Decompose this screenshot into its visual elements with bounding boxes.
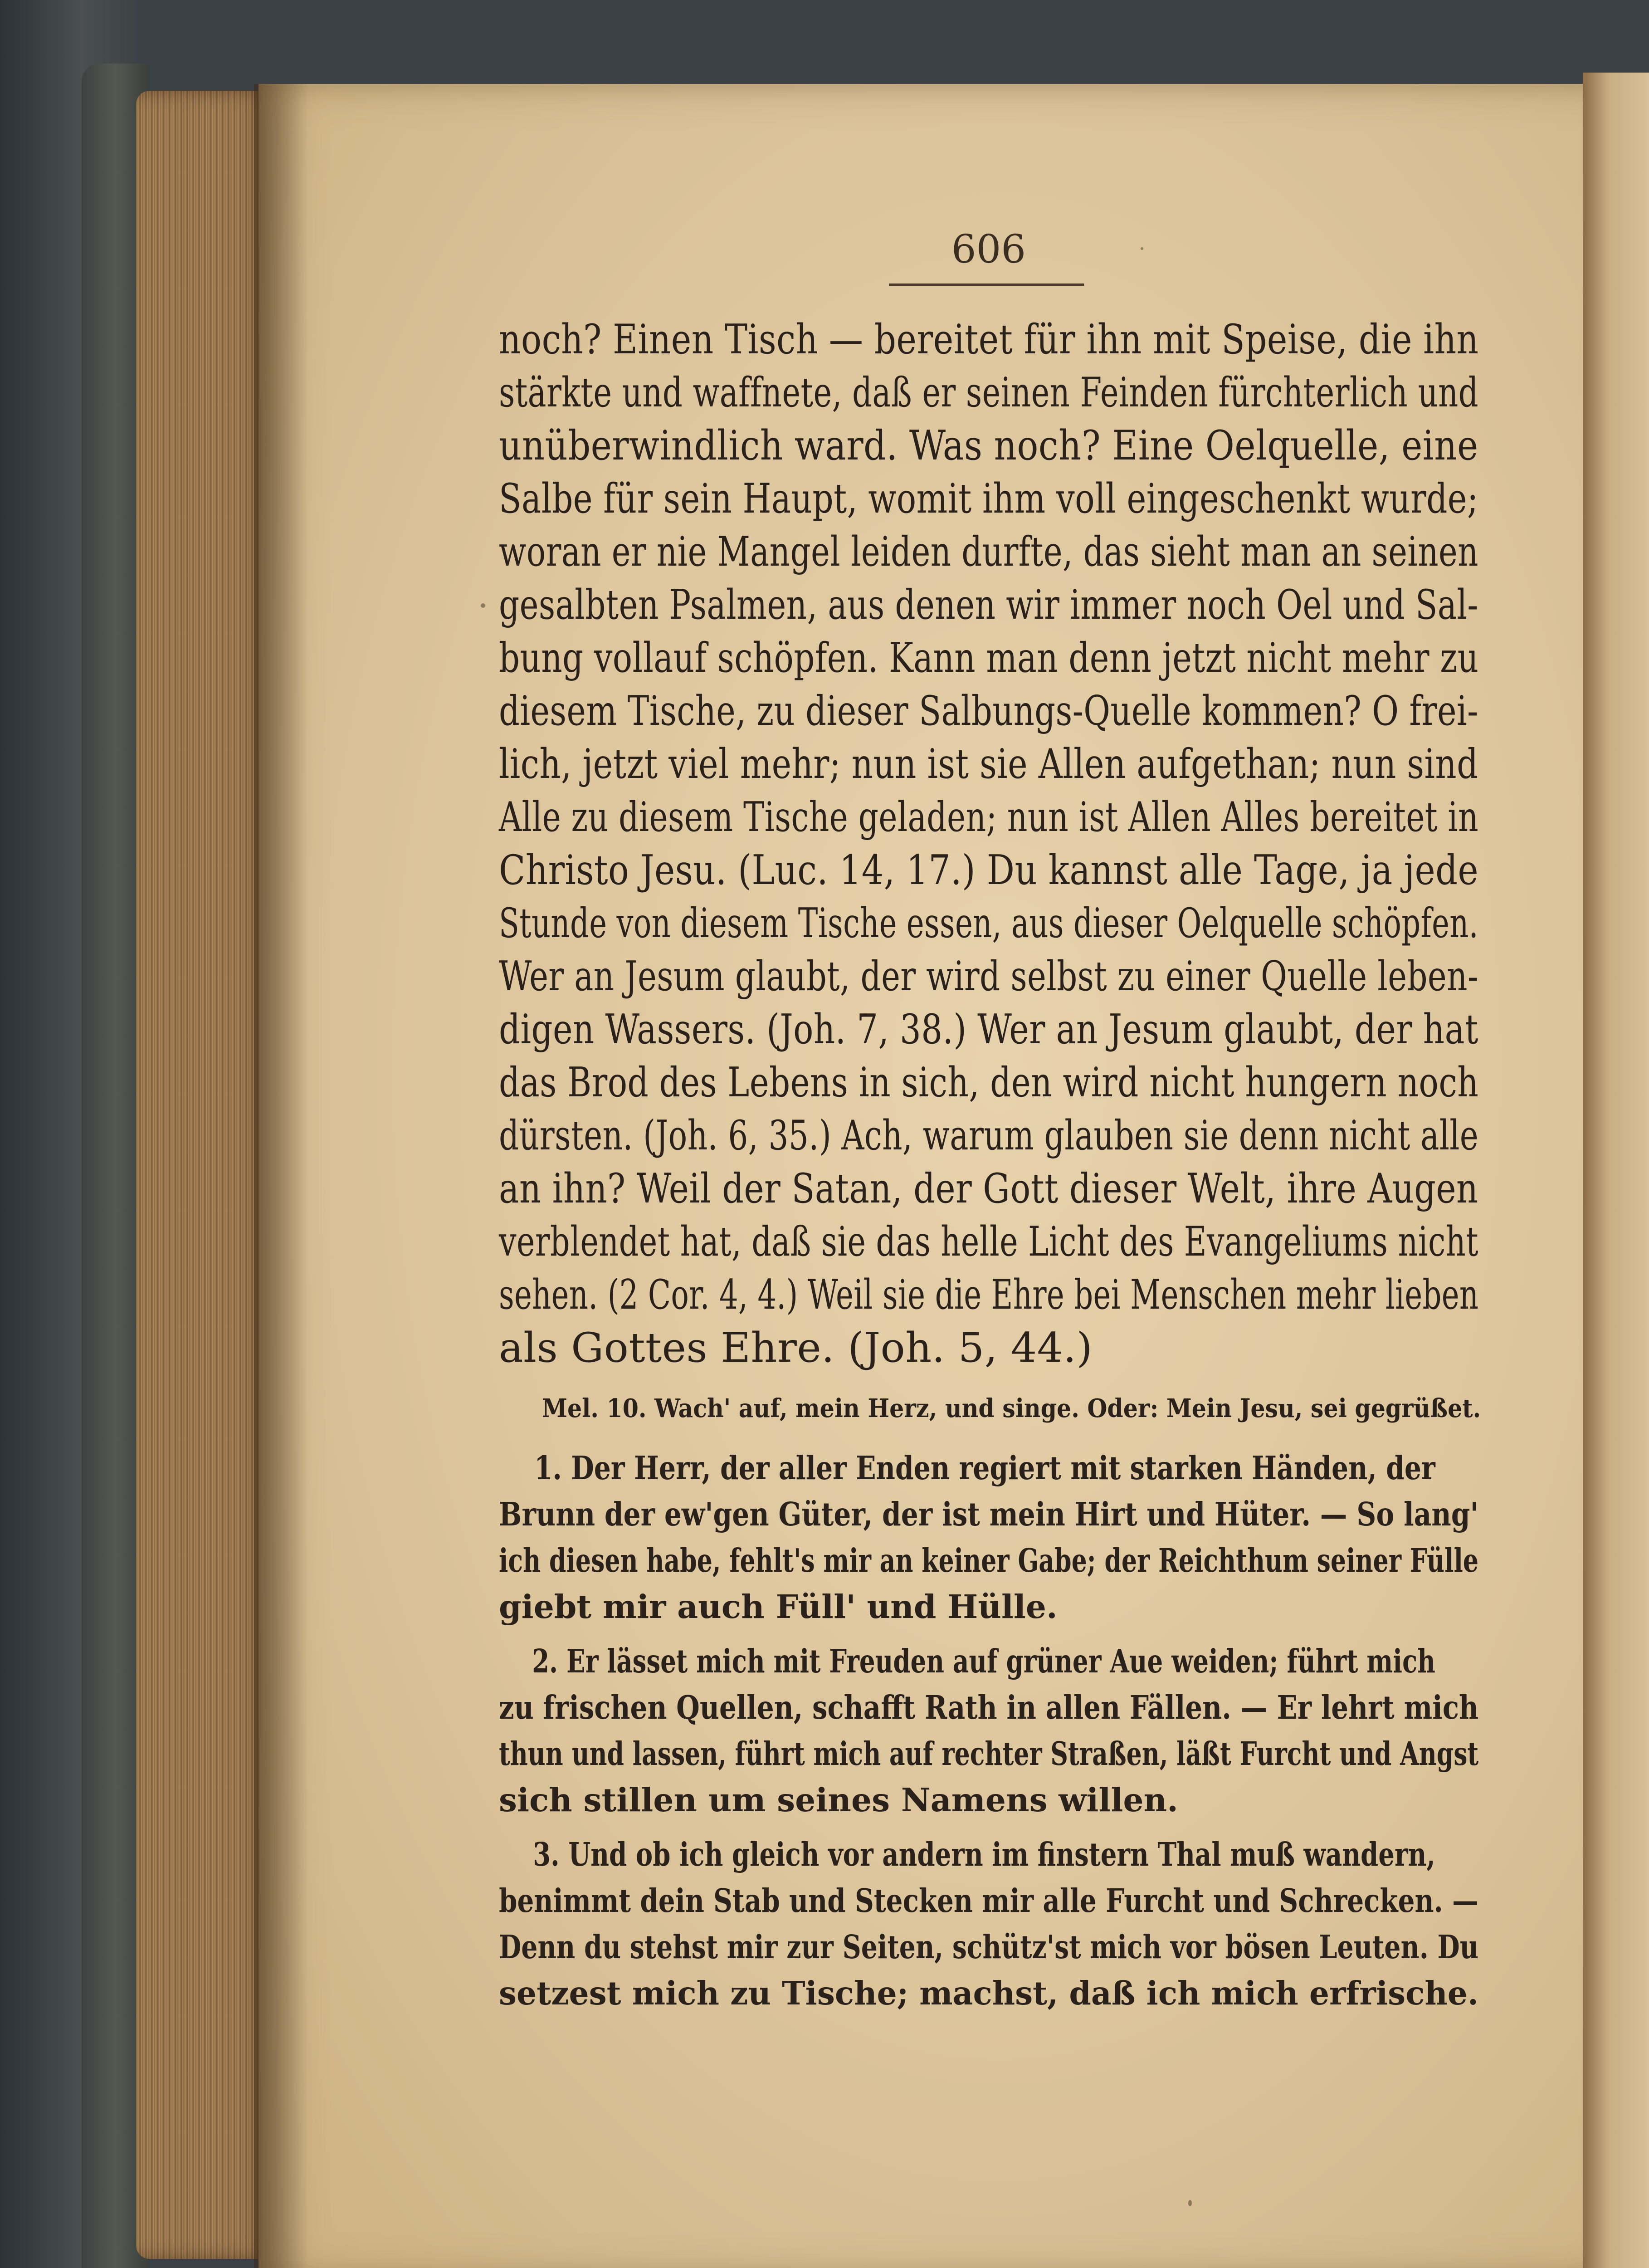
text-line: Salbe für sein Haupt, womit ihm voll eingeschenkt wurde; <box>499 475 1478 523</box>
verse-line: ich diesen habe, fehlt's mir an keiner Gabe; der Reichthum seiner Fülle <box>499 1541 1479 1579</box>
verse-line: 1. Der Herr, der aller Enden regiert mit starken Händen, der <box>534 1449 1435 1487</box>
text-line: noch? Einen Tisch — bereitet für ihn mit Speise, die ihn <box>499 316 1479 363</box>
hymn-verse-1 <box>499 1445 1478 1630</box>
verse-line: setzest mich zu Tische; machst, daß ich mich erfrische. <box>499 1974 1479 2012</box>
verse-line: benimmt dein Stab und Stecken mir alle Furcht und Schrecken. — <box>499 1882 1478 1920</box>
text-line: woran er nie Mangel leiden durfte, das sieht man an seinen <box>499 528 1478 576</box>
text-line: unüberwindlich ward. Was noch? Eine Oelquelle, eine <box>499 422 1478 469</box>
text-line: Stunde von diesem Tische essen, aus dieser Oelquelle schöpfen. <box>499 899 1478 947</box>
page-stack-edge <box>136 91 272 2259</box>
verse-line: Denn du stehst mir zur Seiten, schütz'st mich vor bösen Leuten. Du <box>499 1928 1479 1966</box>
text-line: als Gottes Ehre. (Joh. 5, 44.) <box>499 1324 1093 1372</box>
text-line: lich, jetzt viel mehr; nun ist sie Allen aufgethan; nun sind <box>499 740 1478 788</box>
text-line: Alle zu diesem Tische geladen; nun ist Allen Alles bereitet in <box>499 793 1479 841</box>
paper-speck <box>1141 247 1143 250</box>
hymn-verse-3 <box>499 1831 1478 2016</box>
verse-line: Brunn der ew'gen Güter, der ist mein Hirt und Hüter. — So lang' <box>499 1495 1478 1533</box>
text-line: dürsten. (Joh. 6, 35.) Ach, warum glauben sie denn nicht alle <box>499 1112 1479 1159</box>
text-line: stärkte und waffnete, daß er seinen Feinden fürchterlich und <box>499 369 1479 416</box>
text-line: bung vollauf schöpfen. Kann man denn jetzt nicht mehr zu <box>499 634 1479 682</box>
melody-reference: Mel. 10. Wach' auf, mein Herz, und singe. Oder: Mein Jesu, sei gegrüßet. <box>542 1393 1481 1423</box>
text-line: Wer an Jesum glaubt, der wird selbst zu einer Quelle leben- <box>499 953 1479 1000</box>
verse-line: sich stillen um seines Namens willen. <box>499 1781 1178 1819</box>
verse-line: thun und lassen, führt mich auf rechter Straßen, läßt Furcht und Angst <box>499 1735 1479 1773</box>
header-rule <box>889 284 1084 286</box>
page-number: 606 <box>951 227 1026 272</box>
verse-line: 3. Und ob ich gleich vor andern im finstern Thal muß wandern, <box>533 1835 1435 1873</box>
text-line: das Brod des Lebens in sich, den wird nicht hungern noch <box>499 1059 1479 1106</box>
text-line: an ihn? Weil der Satan, der Gott dieser Welt, ihre Augen <box>499 1165 1478 1212</box>
text-line: verblendet hat, daß sie das helle Licht des Evangeliums nicht <box>499 1218 1478 1266</box>
body-text <box>499 313 1478 1374</box>
text-line: digen Wassers. (Joh. 7, 38.) Wer an Jesum glaubt, der hat <box>499 1006 1478 1053</box>
hymn-verse-2 <box>499 1638 1478 1823</box>
text-line: sehen. (2 Cor. 4, 4.) Weil sie die Ehre bei Menschen mehr lieben <box>499 1271 1479 1319</box>
paper-speck <box>481 603 485 608</box>
text-line: Christo Jesu. (Luc. 14, 17.) Du kannst alle Tage, ja jede <box>499 846 1478 894</box>
gutter-shadow <box>254 84 308 2268</box>
text-line: diesem Tische, zu dieser Salbungs-Quelle kommen? O frei- <box>499 687 1478 735</box>
verse-line: giebt mir auch Füll' und Hülle. <box>499 1588 1058 1626</box>
facing-page-edge <box>1583 73 1649 2268</box>
paper-speck <box>1188 2200 1192 2206</box>
hymn-verses <box>499 1445 1478 2024</box>
verse-line: zu frischen Quellen, schafft Rath in allen Fällen. — Er lehrt mich <box>499 1688 1479 1726</box>
text-line: gesalbten Psalmen, aus denen wir immer noch Oel und Sal- <box>499 581 1478 629</box>
verse-line: 2. Er lässet mich mit Freuden auf grüner Aue weiden; führt mich <box>532 1642 1435 1680</box>
